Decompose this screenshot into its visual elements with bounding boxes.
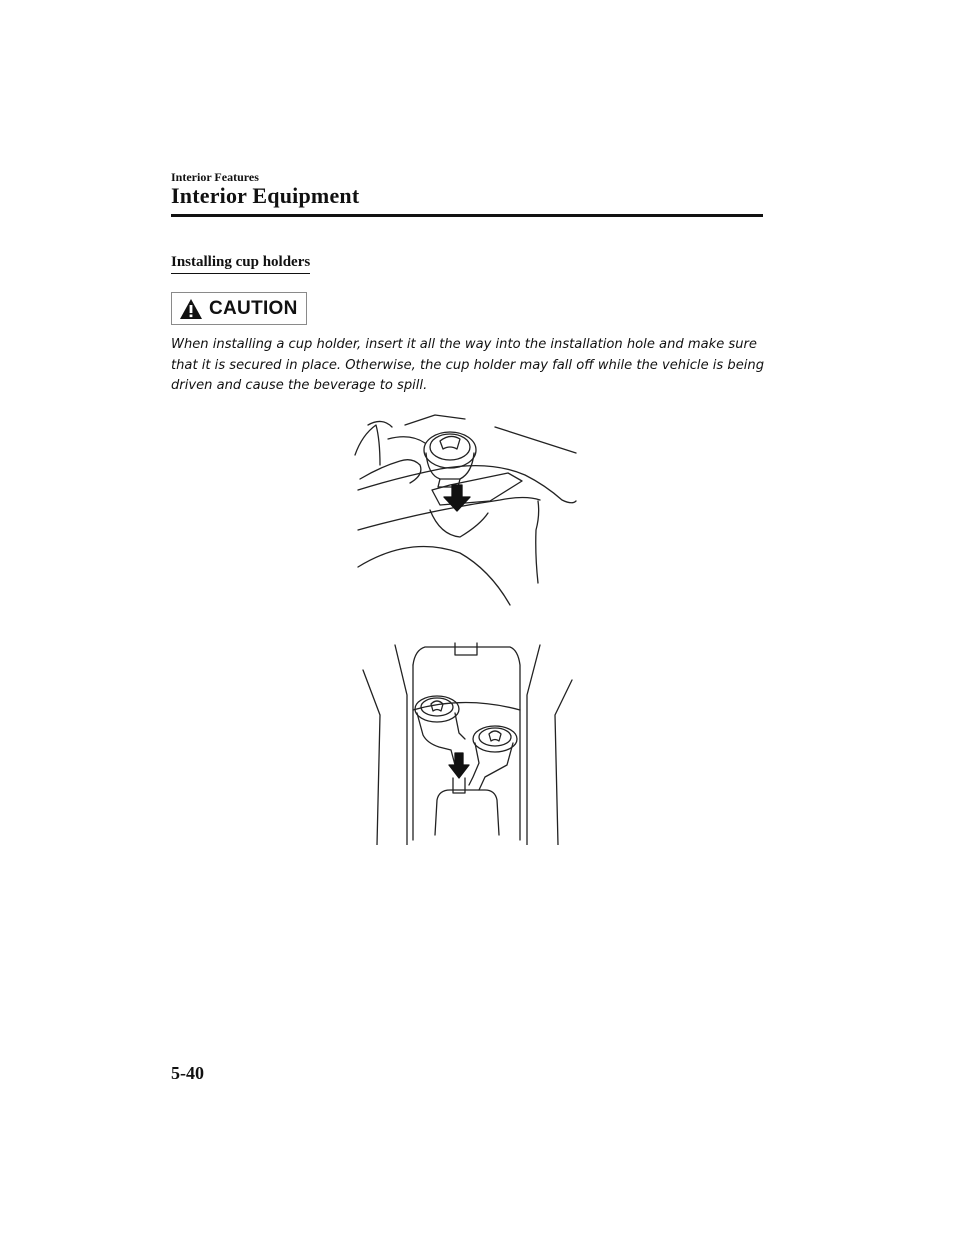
warning-triangle-icon: [179, 298, 203, 320]
subheading: Installing cup holders: [171, 254, 310, 274]
caution-box: [171, 292, 307, 325]
page-number: 5-40: [171, 1063, 204, 1083]
section-label: Interior Features: [171, 170, 259, 184]
cup-holder-top-illustration: [355, 635, 580, 845]
title-rule: [171, 214, 763, 217]
caution-text: When installing a cup holder, insert it all the way into the installation hole and make sure that it is secured in place. Otherwise, the cup holder may fall off while the vehicle is being driven and cause the beverage to spill.: [171, 337, 765, 393]
caution-label: CAUTION: [209, 297, 298, 319]
down-arrow-icon: [449, 753, 469, 778]
cup-holder-side-illustration: [340, 405, 590, 625]
down-arrow-icon: [444, 485, 470, 511]
chapter-title: Interior Equipment: [171, 183, 360, 208]
